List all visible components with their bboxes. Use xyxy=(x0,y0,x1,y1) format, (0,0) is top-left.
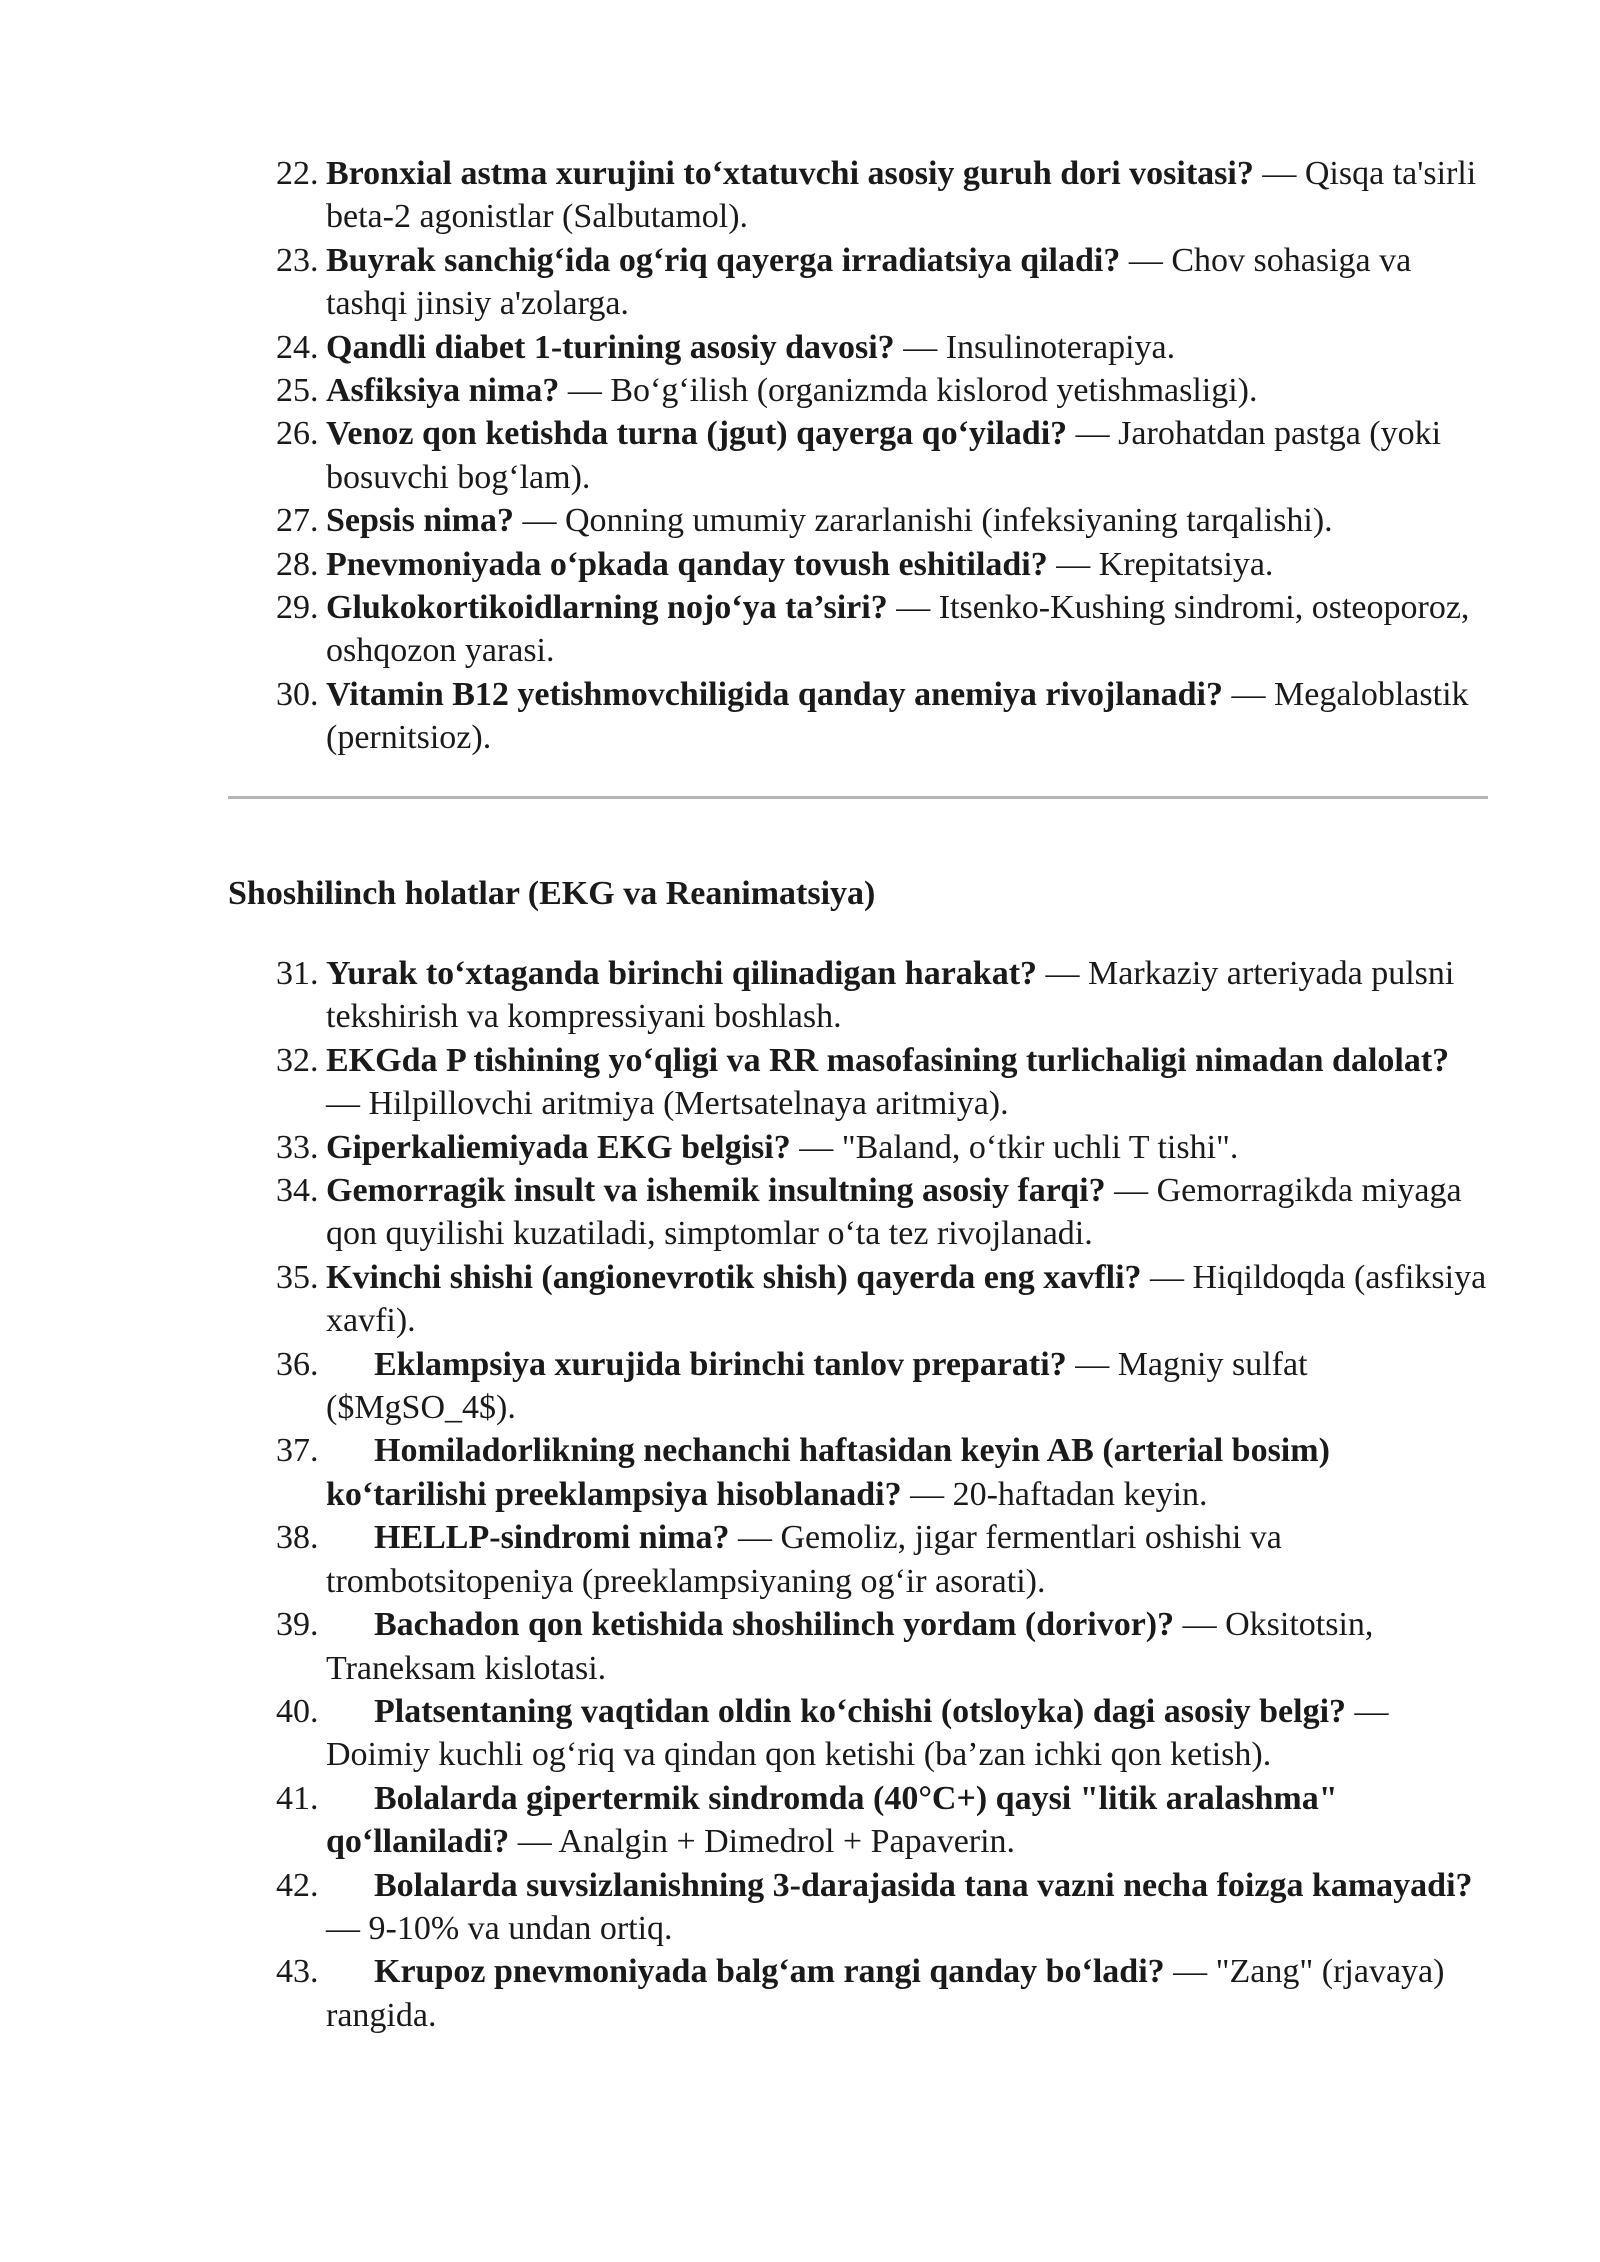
item-answer: — Krepitatsiya. xyxy=(1047,545,1274,583)
item-question: Gemorragik insult va ishemik insultning asosiy farqi? xyxy=(326,1172,1106,1210)
item-question: Venoz qon ketishda turna (jgut) qayerga qo‘yiladi? xyxy=(326,415,1068,453)
item-question: Vitamin B12 yetishmovchiligida qanday anemiya rivojlanadi? xyxy=(326,675,1223,713)
item-answer: — Markaziy arteriyada pulsni tekshirish va kompressiyani boshlash. xyxy=(326,955,1455,1036)
item-number: 27. xyxy=(276,502,319,540)
item-number: 26. xyxy=(276,415,319,453)
section-heading: Shoshilinch holatlar (EKG va Reanimatsiya) xyxy=(228,875,876,912)
list-item xyxy=(228,152,1488,239)
item-answer: — Doimiy kuchli og‘riq va qindan qon ketishi (ba’zan ichki qon ketish). xyxy=(326,1692,1389,1774)
list-item xyxy=(228,412,1488,499)
item-question: Pnevmoniyada o‘pkada qanday tovush eshitiladi? xyxy=(326,545,1048,583)
item-number: 35. xyxy=(276,1258,319,1296)
item-answer: — Gemoliz, jigar fermentlari oshishi va trombotsitopeniya (preeklampsiyaning og‘ir asorati). xyxy=(326,1519,1282,1600)
list-item xyxy=(228,1777,1488,1864)
item-question: Bolalarda gipertermik sindromda (40°C+) qaysi "litik aralashma" qo‘llaniladi? xyxy=(326,1779,1338,1861)
item-answer: — Gemorragikda miyaga qon quyilishi kuzatiladi, simptomlar o‘ta tez rivojlanadi. xyxy=(326,1172,1462,1253)
list-item xyxy=(228,1429,1488,1516)
item-question: EKGda P tishining yo‘qligi va RR masofasining turlichaligi nimadan dalolat? xyxy=(326,1041,1450,1079)
item-number: 32. xyxy=(276,1041,319,1079)
item-number: 22. xyxy=(276,155,319,192)
item-number: 38. xyxy=(276,1519,319,1557)
item-number: 39. xyxy=(276,1606,319,1644)
list-item xyxy=(228,1169,1488,1256)
list-item xyxy=(228,543,1488,586)
item-number: 29. xyxy=(276,589,319,627)
item-question: Giperkaliemiyada EKG belgisi? xyxy=(326,1128,791,1166)
item-question: Glukokortikoidlarning nojo‘ya ta’siri? xyxy=(326,589,888,627)
item-answer: — Jarohatdan pastga (yoki bosuvchi bog‘lam). xyxy=(326,415,1442,496)
item-question: Qandli diabet 1-turining asosiy davosi? xyxy=(326,328,895,366)
list-item xyxy=(228,1864,1488,1951)
item-question: Kvinchi shishi (angionevrotik shish) qayerda eng xavfli? xyxy=(326,1258,1142,1296)
item-number: 25. xyxy=(276,372,319,410)
item-question: Homiladorlikning nechanchi haftasidan keyin AB (arterial bosim) ko‘tarilishi preeklampsiya hisoblanadi? xyxy=(326,1432,1330,1513)
list-item xyxy=(228,673,1488,760)
item-number: 31. xyxy=(276,955,319,992)
horizontal-divider xyxy=(228,796,1488,799)
item-number: 37. xyxy=(276,1432,319,1470)
item-number: 43. xyxy=(276,1953,319,1991)
item-answer: — Qonning umumiy zararlanishi (infeksiyaning tarqalishi). xyxy=(514,502,1333,540)
item-answer: — "Baland, o‘tkir uchli T tishi". xyxy=(790,1128,1239,1166)
item-question: Buyrak sanchig‘ida og‘riq qayerga irradiatsiya qiladi? xyxy=(326,241,1121,279)
item-answer: — Insulinoterapiya. xyxy=(894,328,1176,366)
list-item xyxy=(228,1126,1488,1169)
item-answer: — Megaloblastik (pernitsioz). xyxy=(326,675,1469,757)
item-question: Krupoz pnevmoniyada balg‘am rangi qanday bo‘ladi? xyxy=(374,1953,1165,1991)
question-list-b xyxy=(228,952,1488,2037)
item-question: Yurak to‘xtaganda birinchi qilinadigan harakat? xyxy=(326,955,1038,992)
item-answer: — Chov sohasiga va tashqi jinsiy a'zolarga. xyxy=(326,241,1412,323)
list-item xyxy=(228,1950,1488,2037)
item-answer: — Qisqa ta'sirli beta-2 agonistlar (Salbutamol). xyxy=(326,155,1477,236)
question-list-a xyxy=(228,152,1488,760)
item-answer: — Oksitotsin, Traneksam kislotasi. xyxy=(326,1606,1374,1687)
item-number: 23. xyxy=(276,241,319,279)
item-question: Bachadon qon ketishida shoshilinch yordam (dorivor)? xyxy=(374,1606,1175,1644)
item-number: 36. xyxy=(276,1345,319,1383)
item-answer: — Itsenko-Kushing sindromi, osteoporoz, oshqozon yarasi. xyxy=(326,589,1470,670)
item-answer: — Hiqildoqda (asfiksiya xavfi). xyxy=(326,1258,1487,1340)
list-item xyxy=(228,952,1488,1039)
item-answer: — Bo‘g‘ilish (organizmda kislorod yetishmasligi). xyxy=(559,372,1258,410)
item-number: 28. xyxy=(276,545,319,583)
item-question: Bolalarda suvsizlanishning 3-darajasida tana vazni necha foizga kamayadi? xyxy=(374,1866,1473,1904)
list-item xyxy=(228,1603,1488,1690)
item-number: 34. xyxy=(276,1172,319,1210)
item-answer: — 9-10% va undan ortiq. xyxy=(326,1909,673,1947)
list-item xyxy=(228,1256,1488,1343)
list-item xyxy=(228,499,1488,542)
list-item xyxy=(228,1039,1488,1126)
item-number: 33. xyxy=(276,1128,319,1166)
item-answer: — "Zang" (rjavaya) rangida. xyxy=(326,1953,1445,2034)
item-answer: — Magniy sulfat ($MgSO_4$). xyxy=(326,1345,1308,1427)
list-item xyxy=(228,326,1488,369)
item-number: 41. xyxy=(276,1779,319,1817)
item-answer: — Hilpillovchi aritmiya (Mertsatelnaya aritmiya). xyxy=(326,1085,1009,1123)
item-answer: — Analgin + Dimedrol + Papaverin. xyxy=(509,1823,1016,1861)
item-number: 30. xyxy=(276,675,319,713)
item-question: Sepsis nima? xyxy=(326,502,514,540)
list-item xyxy=(228,369,1488,412)
item-number: 24. xyxy=(276,328,319,366)
list-item xyxy=(228,1516,1488,1603)
item-answer: — 20-haftadan keyin. xyxy=(901,1475,1208,1513)
item-question: HELLP-sindromi nima? xyxy=(374,1519,730,1557)
item-question: Bronxial astma xurujini to‘xtatuvchi asosiy guruh dori vositasi? xyxy=(326,155,1254,192)
list-item xyxy=(228,1690,1488,1777)
item-number: 42. xyxy=(276,1866,319,1904)
item-question: Platsentaning vaqtidan oldin ko‘chishi (otsloyka) dagi asosiy belgi? xyxy=(374,1692,1347,1730)
list-item xyxy=(228,239,1488,326)
item-question: Eklampsiya xurujida birinchi tanlov preparati? xyxy=(374,1345,1067,1383)
item-question: Asfiksiya nima? xyxy=(326,372,560,410)
list-item xyxy=(228,1343,1488,1430)
list-item xyxy=(228,586,1488,673)
item-number: 40. xyxy=(276,1692,319,1730)
